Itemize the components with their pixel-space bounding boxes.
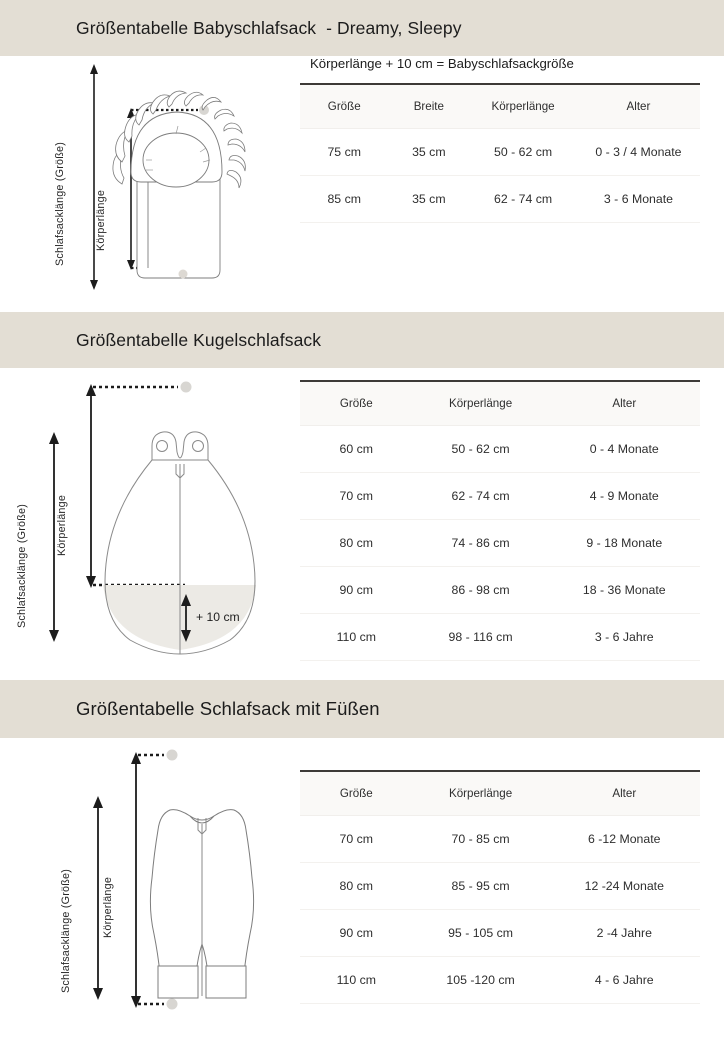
cell-alter: 0 - 4 Monate: [549, 426, 700, 473]
cell-groesse: 90 cm: [300, 567, 413, 614]
col-header-koerperlaenge: Körperlänge: [469, 84, 577, 129]
size-table-schlafsack-mit-fuessen: [300, 770, 700, 1004]
cell-groesse: 70 cm: [300, 473, 413, 520]
arrow-head-down: [49, 630, 59, 642]
cell-groesse: 80 cm: [300, 520, 413, 567]
cell-koerperlaenge: 70 - 85 cm: [413, 816, 549, 863]
diagram-babyschlafsack: [0, 56, 300, 312]
label-koerperlaenge: Körperlänge: [95, 189, 107, 251]
cell-koerperlaenge: 50 - 62 cm: [413, 426, 549, 473]
col-header-groesse: Größe: [300, 771, 413, 816]
section-title-kugelschlafsack: Größentabelle Kugelschlafsack: [76, 329, 322, 350]
cell-groesse: 70 cm: [300, 816, 413, 863]
bottom-snap-marker: [179, 270, 188, 279]
diagram-kugelschlafsack: [0, 368, 300, 680]
cell-koerperlaenge: 62 - 74 cm: [413, 473, 549, 520]
cell-koerperlaenge: 105 -120 cm: [413, 957, 549, 1004]
col-header-alter: Alter: [549, 381, 700, 426]
cell-groesse: 60 cm: [300, 426, 413, 473]
col-header-koerperlaenge: Körperlänge: [413, 771, 549, 816]
label-koerperlaenge: Körperlänge: [102, 876, 114, 938]
cell-groesse: 75 cm: [300, 129, 388, 176]
label-koerperlaenge: Körperlänge: [56, 494, 68, 556]
diagram-schlafsack-mit-fuessen: [0, 738, 300, 1024]
cell-breite: 35 cm: [388, 176, 469, 223]
col-header-groesse: Größe: [300, 84, 388, 129]
arrow-head-down-inner: [131, 996, 141, 1008]
cell-alter: 4 - 6 Jahre: [549, 957, 700, 1004]
cell-groesse: 80 cm: [300, 863, 413, 910]
cell-koerperlaenge: 85 - 95 cm: [413, 863, 549, 910]
section-schlafsack-mit-fuessen: [0, 738, 724, 1024]
col-header-alter: Alter: [577, 84, 700, 129]
table-row: [300, 129, 700, 176]
arrow-head-up: [49, 432, 59, 444]
cell-alter: 0 - 3 / 4 Monate: [577, 129, 700, 176]
cell-koerperlaenge: 95 - 105 cm: [413, 910, 549, 957]
label-schlafsacklaenge: Schlafsacklänge (Größe): [16, 503, 28, 628]
table-row: [300, 473, 700, 520]
section-banner-kugelschlafsack: [0, 312, 724, 368]
cell-alter: 4 - 9 Monate: [549, 473, 700, 520]
col-header-alter: Alter: [549, 771, 700, 816]
table-col-babyschlafsack: [300, 56, 724, 312]
arrow-head-down: [93, 988, 103, 1000]
section-title-schlafsack-mit-fuessen: Größentabelle Schlafsack mit Füßen: [76, 698, 380, 719]
table-spacer: [300, 738, 700, 770]
leader-dot-bottom: [167, 999, 178, 1010]
label-plus-ten-cm: + 10 cm: [196, 610, 240, 624]
section-kugelschlafsack: [0, 368, 724, 680]
table-col-kugelschlafsack: [300, 368, 724, 680]
arrow-head-up: [90, 64, 98, 74]
table-row: [300, 910, 700, 957]
arrow-head-down-inner: [86, 576, 96, 588]
kugelschlafsack-illustration: [0, 368, 300, 680]
col-header-koerperlaenge: Körperlänge: [413, 381, 549, 426]
size-table-babyschlafsack: [300, 83, 700, 223]
section-banner-schlafsack-mit-fuessen: [0, 680, 724, 738]
section-banner-babyschlafsack: [0, 0, 724, 56]
cell-groesse: 85 cm: [300, 176, 388, 223]
size-table-kugelschlafsack: [300, 380, 700, 661]
leader-dot-top: [181, 382, 192, 393]
table-row: [300, 520, 700, 567]
table-spacer: [300, 368, 700, 380]
cell-alter: 3 - 6 Jahre: [549, 614, 700, 661]
col-header-breite: Breite: [388, 84, 469, 129]
table-header-row: [300, 771, 700, 816]
table-row: [300, 176, 700, 223]
cell-alter: 6 -12 Monate: [549, 816, 700, 863]
cell-koerperlaenge: 50 - 62 cm: [469, 129, 577, 176]
col-header-groesse: Größe: [300, 381, 413, 426]
footmuff-shape: [131, 112, 222, 278]
babyschlafsack-illustration: [0, 56, 300, 312]
table-row: [300, 957, 700, 1004]
cell-koerperlaenge: 98 - 116 cm: [413, 614, 549, 661]
cell-groesse: 110 cm: [300, 957, 413, 1004]
cell-alter: 18 - 36 Monate: [549, 567, 700, 614]
cell-groesse: 110 cm: [300, 614, 413, 661]
table-col-schlafsack-mit-fuessen: [300, 738, 724, 1024]
label-schlafsacklaenge: Schlafsacklänge (Größe): [54, 141, 66, 266]
cell-koerperlaenge: 86 - 98 cm: [413, 567, 549, 614]
schlafsack-mit-fuessen-illustration: [0, 738, 300, 1038]
table-row: [300, 614, 700, 661]
label-schlafsacklaenge: Schlafsacklänge (Größe): [60, 868, 72, 993]
cell-breite: 35 cm: [388, 129, 469, 176]
section-title-babyschlafsack: Größentabelle Babyschlafsack - Dreamy, Sleepy: [76, 17, 462, 38]
table-row: [300, 426, 700, 473]
table-header-row: [300, 84, 700, 129]
cell-groesse: 90 cm: [300, 910, 413, 957]
arrow-head-up: [93, 796, 103, 808]
cell-alter: 9 - 18 Monate: [549, 520, 700, 567]
cell-alter: 12 -24 Monate: [549, 863, 700, 910]
arrow-head-down: [90, 280, 98, 290]
leader-dot-top: [167, 750, 178, 761]
cell-koerperlaenge: 62 - 74 cm: [469, 176, 577, 223]
table-row: [300, 863, 700, 910]
table-row: [300, 567, 700, 614]
cell-alter: 3 - 6 Monate: [577, 176, 700, 223]
cell-alter: 2 -4 Jahre: [549, 910, 700, 957]
section-babyschlafsack: [0, 56, 724, 312]
arrow-head-up-inner: [86, 384, 96, 396]
arrow-head-up-inner: [131, 752, 141, 764]
table-intro-babyschlafsack: Körperlänge + 10 cm = Babyschlafsackgröße: [310, 56, 574, 71]
table-header-row: [300, 381, 700, 426]
cell-koerperlaenge: 74 - 86 cm: [413, 520, 549, 567]
table-row: [300, 816, 700, 863]
